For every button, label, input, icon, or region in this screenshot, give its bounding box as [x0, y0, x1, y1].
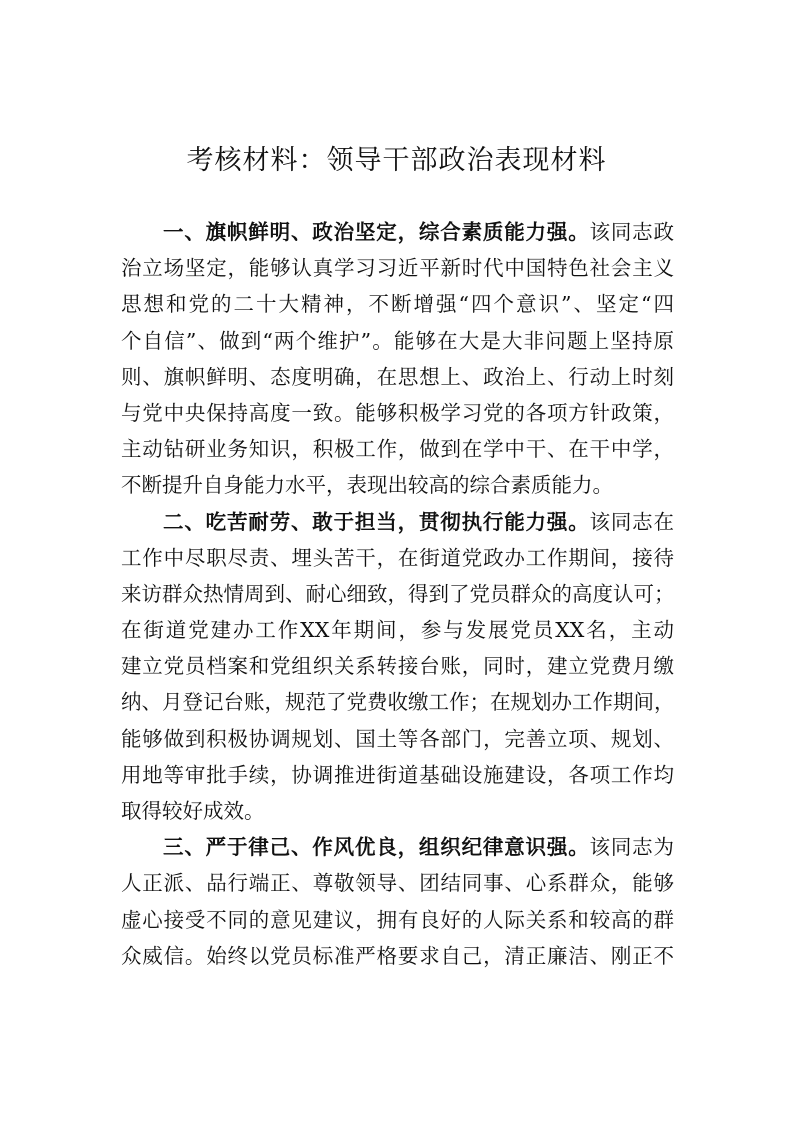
section-2 [121, 504, 674, 830]
paragraph-line: 工作中尽职尽责、埋头苦干，在街道党政办工作期间，接待 [121, 545, 674, 570]
section-2-first-line [121, 504, 674, 540]
paragraph-line: 取得较好成效。 [121, 799, 265, 823]
paragraph-line: 则、旗帜鲜明、态度明确，在思想上、政治上、行动上时刻 [121, 364, 674, 389]
section-1 [121, 214, 674, 504]
paragraph-line: 不断提升自身能力水平，表现出较高的综合素质能力。 [121, 473, 613, 498]
section-3 [121, 829, 674, 974]
paragraph-text: 该同志政 [589, 220, 675, 244]
paragraph-line: 与党中央保持高度一致。能够积极学习党的各项方针政策， [121, 400, 674, 425]
paragraph-line: 能够做到积极协调规划、国土等各部门，完善立项、规划、 [121, 726, 674, 751]
paragraph-line: 在街道党建办工作XX年期间，参与发展党员XX名，主动 [121, 618, 674, 643]
paragraph-line: 来访群众热情周到、耐心细致，得到了党员群众的高度认可； [121, 581, 675, 606]
paragraph-line: 众威信。始终以党员标准严格要求自己，清正廉洁、刚正不 [121, 943, 674, 968]
section-1-heading: 一、旗帜鲜明、政治坚定，综合素质能力强。 [163, 220, 590, 244]
paragraph-line: 思想和党的二十大精神，不断增强“四个意识”、坚定“四 [121, 292, 674, 317]
paragraph-line: 治立场坚定，能够认真学习习近平新时代中国特色社会主义 [121, 256, 674, 281]
paragraph-line: 纳、月登记台账，规范了党费收缴工作；在规划办工作期间， [121, 690, 675, 715]
document-title: 考核材料：领导干部政治表现材料 [186, 145, 607, 176]
paragraph-text: 该同志在 [589, 509, 675, 534]
section-3-heading: 三、严于律己、作风优良，组织纪律意识强。 [163, 835, 590, 860]
paragraph-text: 该同志为 [589, 835, 675, 860]
section-2-heading: 二、吃苦耐劳、敢于担当，贯彻执行能力强。 [163, 509, 590, 534]
paragraph-line: 建立党员档案和党组织关系转接台账，同时，建立党费月缴 [121, 654, 674, 679]
paragraph-line: 个自信”、做到“两个维护”。能够在大是大非问题上坚持原 [121, 328, 674, 353]
paragraph-line: 人正派、品行端正、尊敬领导、团结同事、心系群众，能够 [121, 871, 674, 896]
paragraph-line: 主动钻研业务知识，积极工作，做到在学中干、在干中学， [121, 437, 674, 462]
section-3-first-line [121, 829, 674, 865]
section-1-first-line [121, 214, 674, 250]
paragraph-line: 用地等审批手续，协调推进街道基础设施建设，各项工作均 [121, 762, 674, 787]
document-body [121, 214, 674, 974]
paragraph-line: 虚心接受不同的意见建议，拥有良好的人际关系和较高的群 [121, 907, 674, 932]
